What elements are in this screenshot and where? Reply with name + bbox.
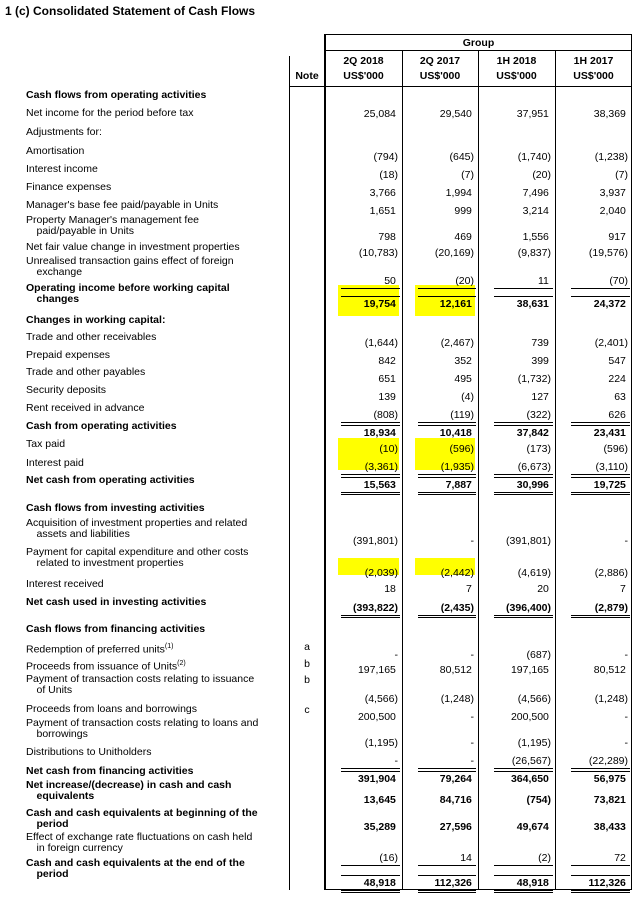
col-unit-0: US$'000: [343, 70, 384, 82]
note-ref: b: [304, 658, 310, 670]
value-cell: 127: [531, 391, 551, 403]
row-label-line: equivalents: [26, 790, 95, 802]
value-cell: (10,783): [358, 247, 398, 259]
row-label: [26, 718, 258, 740]
row-label: [26, 518, 247, 540]
row-label-line: Operating income before working capital: [26, 282, 230, 294]
value-cell: 18: [384, 583, 398, 595]
value-cell: (1,238): [594, 151, 628, 163]
value-cell: 7: [620, 583, 628, 595]
value-cell: (2,039): [364, 567, 398, 579]
value-cell: (4): [461, 391, 474, 403]
note-ref: c: [304, 704, 310, 716]
total-rule: [571, 890, 630, 893]
value-cell: 79,264: [439, 773, 474, 785]
total-rule: [341, 477, 400, 478]
total-rule: [571, 492, 630, 495]
value-cell: (645): [449, 151, 474, 163]
value-cell: 15,563: [363, 479, 398, 491]
value-cell: (687): [526, 649, 551, 661]
value-cell: 27,596: [439, 821, 474, 833]
row-label-line: Changes in working capital:: [26, 314, 166, 326]
value-cell: (70): [609, 275, 628, 287]
value-cell: 3,214: [522, 205, 551, 217]
value-cell: 63: [614, 391, 628, 403]
value-cell: 1,994: [445, 187, 474, 199]
value-cell: 20: [537, 583, 551, 595]
value-cell: 399: [531, 355, 551, 367]
total-rule: [494, 288, 553, 289]
total-rule: [341, 296, 400, 297]
value-cell: 3,937: [599, 187, 628, 199]
value-cell: (1,740): [517, 151, 551, 163]
row-label: [26, 315, 165, 326]
total-rule: [494, 492, 553, 495]
row-label: [26, 403, 145, 414]
row-label-line: borrowings: [26, 728, 88, 740]
value-cell: -: [624, 649, 628, 661]
value-cell: (1,248): [440, 693, 474, 705]
total-rule: [494, 865, 553, 866]
value-cell: (26,567): [511, 755, 551, 767]
total-rule: [494, 890, 553, 893]
value-cell: (1,732): [517, 373, 551, 385]
note-column-left-border: [289, 56, 290, 890]
row-label: [26, 215, 199, 237]
value-cell: 84,716: [439, 794, 474, 806]
row-label-line: Security deposits: [26, 384, 106, 396]
value-cell: 35,289: [363, 821, 398, 833]
row-label-line: Unrealised transaction gains effect of foreign: [26, 255, 234, 267]
value-cell: 11: [537, 275, 551, 287]
row-label: [26, 283, 230, 305]
row-label-line: Cash flows from financing activities: [26, 623, 206, 635]
row-label: [26, 547, 248, 569]
value-cell: 80,512: [593, 664, 628, 676]
value-cell: (10): [379, 443, 398, 455]
total-rule: [418, 296, 476, 297]
value-cell: 38,631: [516, 298, 551, 310]
row-label: [26, 421, 177, 432]
value-cell: 1,556: [522, 231, 551, 243]
row-label: [26, 658, 186, 673]
value-cell: (3,361): [364, 461, 398, 473]
value-cell: 469: [454, 231, 474, 243]
value-cell: -: [470, 737, 474, 749]
value-cell: (20,169): [434, 247, 474, 259]
total-rule: [571, 875, 630, 876]
row-label-line: Interest paid: [26, 457, 84, 469]
value-cell: (393,822): [353, 602, 398, 614]
value-cell: (794): [373, 151, 398, 163]
row-label-line: Distributions to Unitholders: [26, 746, 152, 758]
value-cell: 80,512: [439, 664, 474, 676]
value-cell: 547: [608, 355, 628, 367]
value-cell: (1,195): [364, 737, 398, 749]
total-rule: [418, 890, 476, 893]
row-label-line: Cash flows from operating activities: [26, 89, 207, 101]
row-label-line: Manager's base fee paid/payable in Units: [26, 199, 219, 211]
col-period-2: 1H 2018: [496, 55, 537, 67]
value-cell: 352: [454, 355, 474, 367]
value-cell: -: [624, 711, 628, 723]
row-label: [26, 90, 206, 101]
row-label: [26, 385, 106, 396]
total-rule: [418, 865, 476, 866]
row-label-line: Interest received: [26, 578, 104, 590]
row-label-line: period: [26, 868, 69, 880]
value-cell: (2,467): [440, 337, 474, 349]
total-rule: [494, 875, 553, 876]
value-cell: 29,540: [439, 108, 474, 120]
value-cell: (2,435): [440, 602, 474, 614]
value-cell: 25,084: [363, 108, 398, 120]
value-cell: (119): [450, 409, 474, 421]
row-label-line: Interest income: [26, 163, 98, 175]
row-label-line: related to investment properties: [26, 557, 184, 569]
total-rule: [341, 425, 400, 426]
value-cell: 112,326: [434, 877, 474, 889]
value-cell: 50: [384, 275, 398, 287]
value-cell: (1,644): [364, 337, 398, 349]
total-rule: [341, 865, 400, 866]
row-label: [26, 332, 156, 343]
value-cell: 200,500: [357, 711, 398, 723]
value-cell: 197,165: [510, 664, 551, 676]
row-label: [26, 579, 104, 590]
total-rule: [418, 771, 476, 772]
row-label: [26, 367, 145, 378]
row-label-line: Net cash from operating activities: [26, 474, 195, 486]
value-cell: 626: [608, 409, 628, 421]
value-cell: (3,110): [595, 461, 628, 473]
note-ref: b: [304, 674, 310, 686]
value-cell: 7: [466, 583, 474, 595]
group-header: Group: [462, 37, 495, 49]
footnote-ref: (2): [177, 660, 186, 667]
row-label-line: Amortisation: [26, 145, 85, 157]
total-rule: [494, 615, 553, 618]
value-cell: (20): [455, 275, 474, 287]
value-cell: 2,040: [599, 205, 628, 217]
value-cell: 200,500: [510, 711, 551, 723]
value-cell: (396,400): [506, 602, 551, 614]
total-rule: [418, 615, 476, 618]
col-period-1: 2Q 2017: [419, 55, 461, 67]
value-cell: (2,442): [440, 567, 474, 579]
value-cell: 18,934: [363, 427, 398, 439]
total-rule: [571, 768, 630, 769]
value-cell: 798: [378, 231, 398, 243]
value-cell: (9,837): [517, 247, 551, 259]
value-cell: (1,195): [517, 737, 551, 749]
row-label-line: Effect of exchange rate fluctuations on cash held: [26, 831, 253, 843]
row-label-line: of Units: [26, 684, 73, 696]
total-rule: [418, 768, 476, 769]
total-rule: [571, 865, 630, 866]
total-rule: [418, 492, 476, 495]
value-cell: 197,165: [357, 664, 398, 676]
row-label: [26, 503, 205, 514]
value-cell: 48,918: [363, 877, 398, 889]
value-cell: (391,801): [353, 535, 398, 547]
total-rule: [418, 422, 476, 423]
row-label: [26, 350, 110, 361]
note-ref: a: [304, 641, 310, 653]
row-label-line: Proceeds from issuance of Units: [26, 660, 178, 673]
value-cell: 19,754: [363, 298, 398, 310]
value-cell: 73,821: [593, 794, 628, 806]
value-cell: (1,248): [594, 693, 628, 705]
value-cell: 38,369: [593, 108, 628, 120]
group-header-rule: [325, 50, 632, 51]
value-cell: 72: [614, 852, 628, 864]
value-cell: 495: [454, 373, 474, 385]
row-label: [26, 808, 258, 830]
row-label: [26, 439, 65, 450]
value-cell: (18): [379, 169, 398, 181]
row-label: [26, 597, 206, 608]
total-rule: [571, 771, 630, 772]
total-rule: [494, 296, 553, 297]
row-label-line: Payment of transaction costs relating to issuance: [26, 673, 255, 685]
value-cell: 7,496: [522, 187, 551, 199]
value-cell: 49,674: [516, 821, 551, 833]
total-rule: [571, 477, 630, 478]
value-cell: (4,566): [364, 693, 398, 705]
row-label-line: Cash and cash equivalents at the end of the: [26, 857, 245, 869]
value-cell: 651: [378, 373, 398, 385]
value-cell: (2): [538, 852, 551, 864]
total-rule: [494, 477, 553, 478]
row-label: [26, 766, 193, 777]
value-cell: -: [470, 755, 474, 767]
row-label: [26, 641, 173, 656]
total-rule: [341, 492, 400, 495]
row-label-line: Net cash used in investing activities: [26, 596, 207, 608]
total-rule: [341, 288, 400, 289]
total-rule: [341, 771, 400, 772]
row-label: [26, 146, 84, 157]
total-rule: [418, 288, 476, 289]
value-cell: 224: [608, 373, 628, 385]
total-rule: [494, 474, 553, 475]
row-label-line: Net increase/(decrease) in cash and cash: [26, 779, 232, 791]
value-cell: (19,576): [588, 247, 628, 259]
row-label: [26, 200, 218, 211]
row-label-line: Payment of transaction costs relating to loans and: [26, 717, 259, 729]
value-cell: (754): [526, 794, 551, 806]
row-label: [26, 704, 197, 715]
value-cell: 13,645: [363, 794, 398, 806]
value-cell: (596): [449, 443, 474, 455]
total-rule: [494, 425, 553, 426]
value-cell: (391,801): [506, 535, 551, 547]
row-label-line: Cash flows from investing activities: [26, 502, 205, 514]
value-cell: 56,975: [593, 773, 628, 785]
row-label-line: Rent received in advance: [26, 402, 145, 414]
row-label-line: Payment for capital expenditure and other costs: [26, 546, 249, 558]
value-cell: 38,433: [593, 821, 628, 833]
row-label-line: Cash and cash equivalents at beginning of the: [26, 807, 258, 819]
row-label-line: Cash from operating activities: [26, 420, 177, 432]
value-cell: 364,650: [510, 773, 551, 785]
value-cell: -: [470, 711, 474, 723]
total-rule: [494, 422, 553, 423]
row-label-line: Net income for the period before tax: [26, 107, 194, 119]
row-label: [26, 832, 252, 854]
value-cell: 23,431: [593, 427, 628, 439]
row-label-line: Adjustments for:: [26, 126, 102, 138]
row-label-line: paid/payable in Units: [26, 225, 134, 237]
row-label: [26, 458, 84, 469]
value-cell: 12,161: [439, 298, 474, 310]
value-cell: 391,904: [357, 773, 398, 785]
row-label: [26, 242, 240, 253]
value-cell: (16): [379, 852, 398, 864]
total-rule: [418, 875, 476, 876]
row-label-line: changes: [26, 293, 80, 305]
row-label: [26, 780, 231, 802]
row-label: [26, 747, 151, 758]
row-label-line: Redemption of preferred units: [26, 643, 165, 656]
value-cell: (173): [526, 443, 551, 455]
total-rule: [341, 615, 400, 618]
row-label: [26, 108, 194, 119]
total-rule: [341, 890, 400, 893]
row-label: [26, 624, 205, 635]
value-cell: -: [624, 737, 628, 749]
total-rule: [494, 768, 553, 769]
row-label-line: Proceeds from loans and borrowings: [26, 703, 198, 715]
total-rule: [571, 422, 630, 423]
value-cell: 48,918: [516, 877, 551, 889]
value-cell: 739: [531, 337, 551, 349]
col-unit-1: US$'000: [419, 70, 461, 82]
value-cell: (596): [603, 443, 628, 455]
footnote-ref: (1): [164, 643, 174, 650]
value-cell: 999: [454, 205, 474, 217]
total-rule: [571, 615, 630, 618]
col-period-3: 1H 2017: [573, 55, 614, 67]
total-rule: [571, 288, 630, 289]
value-cell: (2,401): [594, 337, 628, 349]
row-label: [26, 164, 98, 175]
col-period-0: 2Q 2018: [343, 55, 384, 67]
row-label-line: Prepaid expenses: [26, 349, 111, 361]
value-cell: (7): [461, 169, 474, 181]
value-cell: (4,566): [517, 693, 551, 705]
row-label-line: Property Manager's management fee: [26, 214, 200, 226]
row-label: [26, 127, 102, 138]
total-rule: [341, 875, 400, 876]
note-header: Note: [295, 70, 319, 82]
total-rule: [341, 768, 400, 769]
row-label: [26, 182, 111, 193]
total-rule: [341, 422, 400, 423]
value-cell: 19,725: [593, 479, 628, 491]
row-label-line: period: [26, 818, 69, 830]
statement-title: 1 (c) Consolidated Statement of Cash Flows: [5, 4, 256, 18]
row-label: [26, 674, 254, 696]
value-cell: 842: [378, 355, 398, 367]
value-cell: (1,935): [440, 461, 474, 473]
value-cell: (22,289): [588, 755, 628, 767]
value-cell: 112,326: [588, 877, 628, 889]
row-label-line: exchange: [26, 266, 83, 278]
value-cell: (2,879): [594, 602, 628, 614]
value-cell: 30,996: [516, 479, 551, 491]
value-cell: (322): [526, 409, 551, 421]
header-bottom-rule: [289, 86, 632, 87]
value-cell: 139: [378, 391, 398, 403]
value-cell: 14: [460, 852, 474, 864]
value-cell: (2,886): [594, 567, 628, 579]
row-label-line: Net cash from financing activities: [26, 765, 194, 777]
row-label-line: Acquisition of investment properties and related: [26, 517, 248, 529]
total-rule: [418, 474, 476, 475]
value-cell: -: [470, 649, 474, 661]
value-cell: -: [470, 535, 474, 547]
total-rule: [418, 425, 476, 426]
row-label-line: Trade and other payables: [26, 366, 146, 378]
row-label-line: assets and liabilities: [26, 528, 130, 540]
value-cell: 24,372: [593, 298, 628, 310]
value-cell: -: [624, 535, 628, 547]
col-unit-2: US$'000: [496, 70, 537, 82]
total-rule: [571, 425, 630, 426]
value-cell: (808): [373, 409, 398, 421]
row-label-line: Trade and other receivables: [26, 331, 157, 343]
col-unit-3: US$'000: [573, 70, 614, 82]
total-rule: [418, 477, 476, 478]
value-cell: 10,418: [439, 427, 474, 439]
value-cell: 917: [608, 231, 628, 243]
total-rule: [571, 474, 630, 475]
value-cell: (20): [532, 169, 551, 181]
value-cell: 7,887: [445, 479, 474, 491]
value-cell: 1,651: [369, 205, 398, 217]
note-column: [289, 34, 325, 890]
value-cell: -: [394, 649, 398, 661]
value-cell: 37,842: [516, 427, 551, 439]
value-cell: (7): [615, 169, 628, 181]
value-cell: 3,766: [369, 187, 398, 199]
value-cell: (6,673): [517, 461, 551, 473]
row-label-line: Finance expenses: [26, 181, 112, 193]
row-label-line: Net fair value change in investment properties: [26, 241, 240, 253]
row-label: [26, 475, 195, 486]
value-cell: -: [394, 755, 398, 767]
total-rule: [494, 771, 553, 772]
total-rule: [571, 296, 630, 297]
row-label-line: in foreign currency: [26, 842, 123, 854]
value-cell: 37,951: [516, 108, 551, 120]
row-label: [26, 858, 245, 880]
row-label: [26, 256, 234, 278]
row-label-line: Tax paid: [26, 438, 66, 450]
total-rule: [341, 474, 400, 475]
value-cell: (4,619): [517, 567, 551, 579]
